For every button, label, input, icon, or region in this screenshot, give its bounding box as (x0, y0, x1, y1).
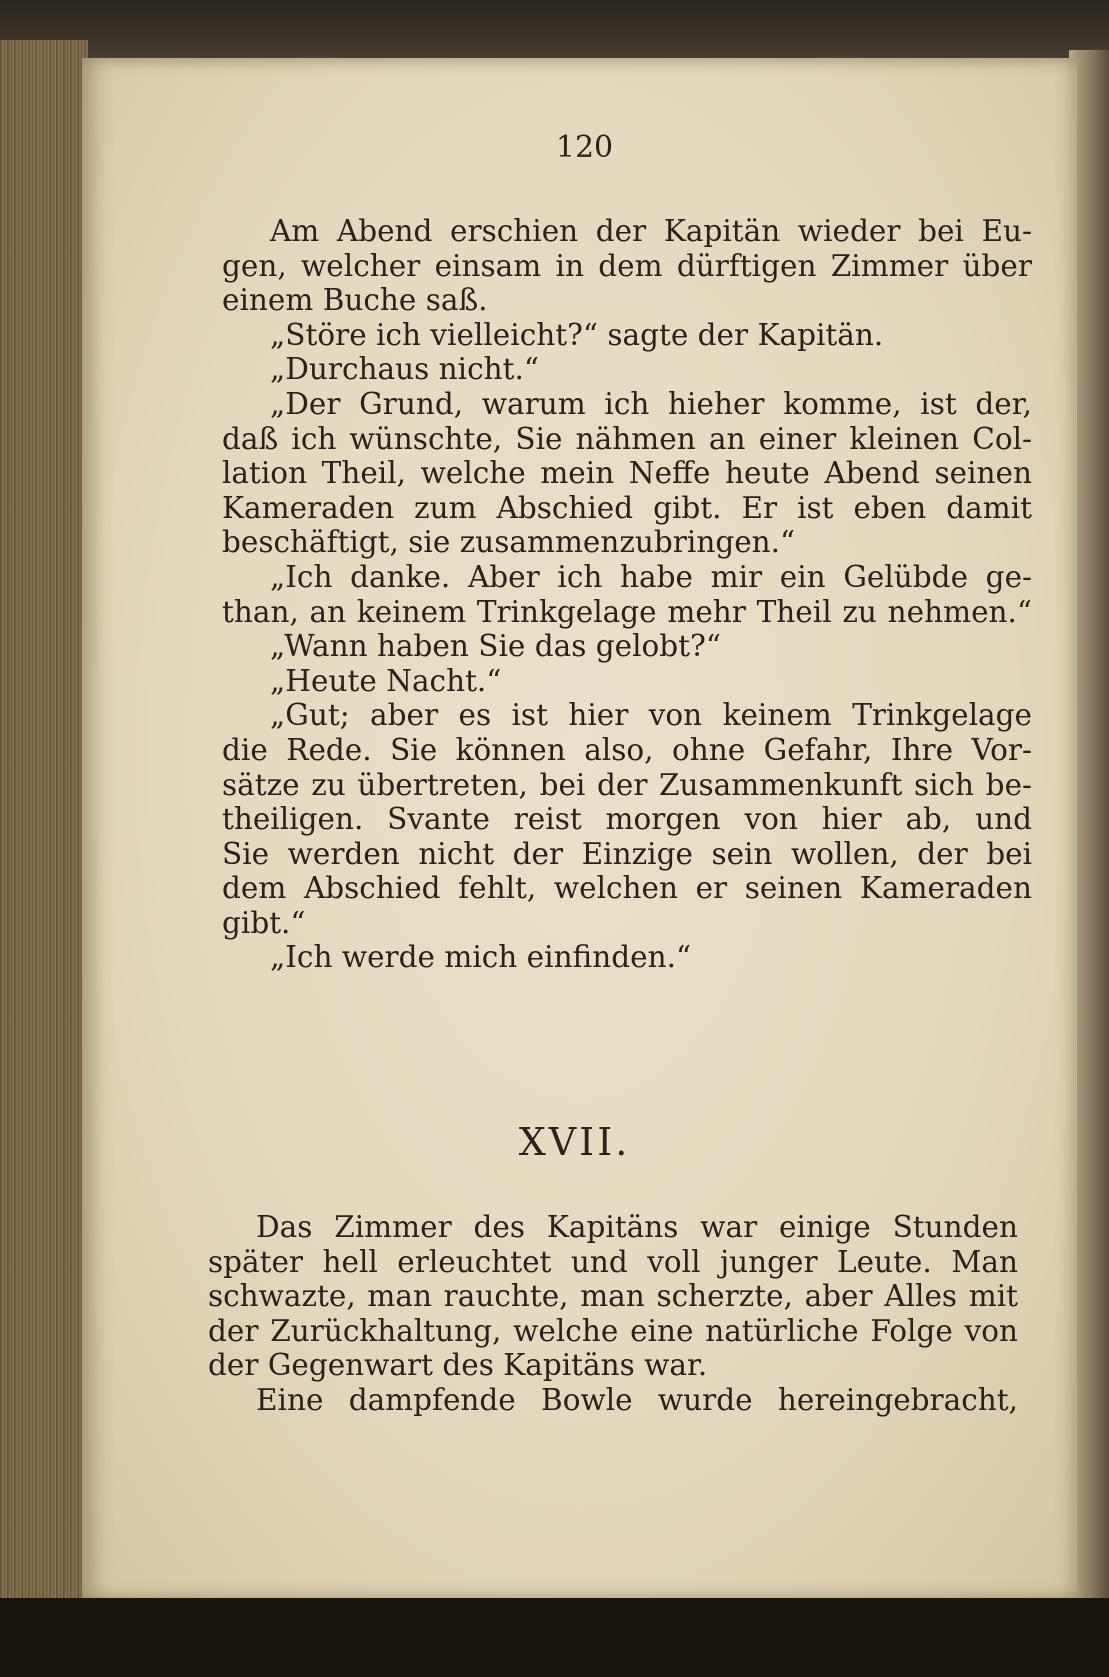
body-text-section-one (222, 214, 1032, 975)
text-line: „Gut; aber es ist hier von keinem Trinkgelage (270, 698, 1032, 733)
text-line: dem Abschied fehlt, welchen er seinen Kameraden (222, 871, 1032, 906)
text-line: Kameraden zum Abschied gibt. Er ist eben damit (222, 490, 1032, 525)
body-text-section-two (208, 1210, 1018, 1418)
text-line: „Der Grund, warum ich hieher komme, ist der, (270, 386, 1032, 421)
text-line: „Ich danke. Aber ich habe mir ein Gelübde ge- (270, 559, 1032, 594)
text-line: „Wann haben Sie das gelobt?“ (270, 629, 721, 664)
text-line: „Heute Nacht.“ (270, 663, 502, 698)
text-line: Am Abend erschien der Kapitän wieder bei Eu- (270, 214, 1032, 248)
text-line: „Störe ich vielleicht?“ sagte der Kapitän. (270, 317, 884, 352)
text-line: gibt.“ (222, 905, 306, 940)
text-line: beschäftigt, sie zusammenzubringen.“ (222, 525, 796, 560)
text-line: schwazte, man rauchte, man scherzte, aber Alles mit (208, 1279, 1018, 1314)
text-line: than, an keinem Trinkgelage mehr Theil zu nehmen.“ (222, 594, 1032, 629)
text-line: einem Buche saß. (222, 283, 488, 318)
book-page-stack-left (0, 40, 88, 1640)
text-line: die Rede. Sie können also, ohne Gefahr, Ihre Vor- (222, 732, 1032, 767)
text-line: der Gegenwart des Kapitäns war. (208, 1348, 708, 1383)
book-top-edge (0, 0, 1109, 62)
text-line: der Zurückhaltung, welche eine natürliche Folge von (208, 1313, 1018, 1348)
scan-bottom-background (0, 1598, 1109, 1677)
text-line: theiligen. Svante reist morgen von hier ab, und (222, 802, 1032, 837)
text-line: Sie werden nicht der Einzige sein wollen, der bei (222, 836, 1032, 871)
text-line: daß ich wünschte, Sie nähmen an einer kleinen Col- (222, 421, 1032, 456)
text-line: Eine dampfende Bowle wurde hereingebracht, (256, 1382, 1018, 1417)
text-line: „Ich werde mich einfinden.“ (270, 940, 692, 975)
text-line: gen, welcher einsam in dem dürftigen Zimmer über (222, 248, 1032, 283)
text-line: „Durchaus nicht.“ (270, 352, 539, 387)
text-line: Das Zimmer des Kapitäns war einige Stunden (256, 1210, 1018, 1244)
text-line: lation Theil, welche mein Neffe heute Abend seinen (222, 456, 1032, 491)
page-number: 120 (555, 130, 614, 165)
chapter-heading: XVII. (518, 1120, 631, 1164)
text-line: sätze zu übertreten, bei der Zusammenkunft sich be- (222, 767, 1032, 802)
text-line: später hell erleuchtet und voll junger Leute. Man (208, 1244, 1018, 1279)
